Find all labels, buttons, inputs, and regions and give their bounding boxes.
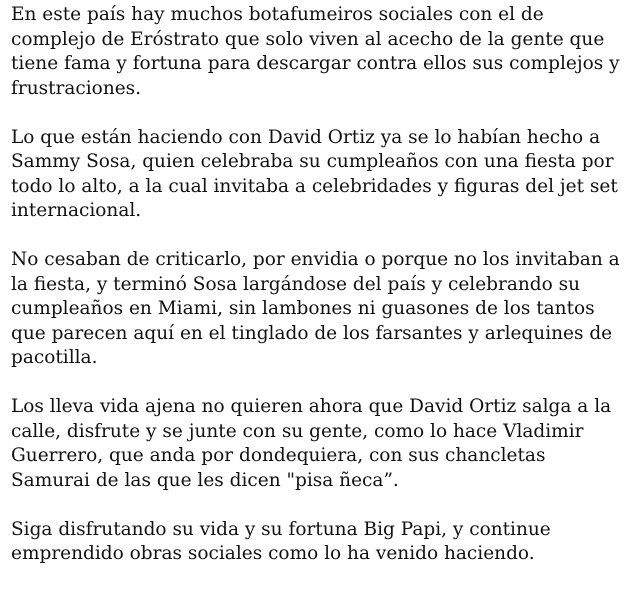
paragraph-4: Los lleva vida ajena no quieren ahora que David Ortiz salga a la calle, disfrute y se junte con su gente, como lo hace Vladimir Guerrero, que anda por dondequiera, con sus chancletas Samurai de las que les dicen "pisa ñeca”. xyxy=(11,396,612,491)
paragraph-5: Siga disfrutando su vida y su fortuna Big Papi, y continue emprendido obras sociales como lo ha venido haciendo. xyxy=(11,518,551,564)
article-body xyxy=(11,3,629,567)
paragraph-3: No cesaban de criticarlo, por envidia o porque no los invitaban a la fiesta, y terminó Sosa largándose del país y celebrando su cumpleaños en Miami, sin lambones ni guasones de los tantos que parecen aquí en el tinglado de los farsantes y arlequines de pacotilla. xyxy=(11,249,620,368)
paragraph-2: Lo que están haciendo con David Ortiz ya se lo habían hecho a Sammy Sosa, quien celebraba su cumpleaños con una fiesta por todo lo alto, a la cual invitaba a celebridades y figuras del jet set internacional. xyxy=(11,126,618,221)
paragraph-1: En este país hay muchos botafumeiros sociales con el de complejo de Eróstrato que solo viven al acecho de la gente que tiene fama y fortuna para descargar contra ellos sus complejos y frustraciones. xyxy=(11,4,620,99)
